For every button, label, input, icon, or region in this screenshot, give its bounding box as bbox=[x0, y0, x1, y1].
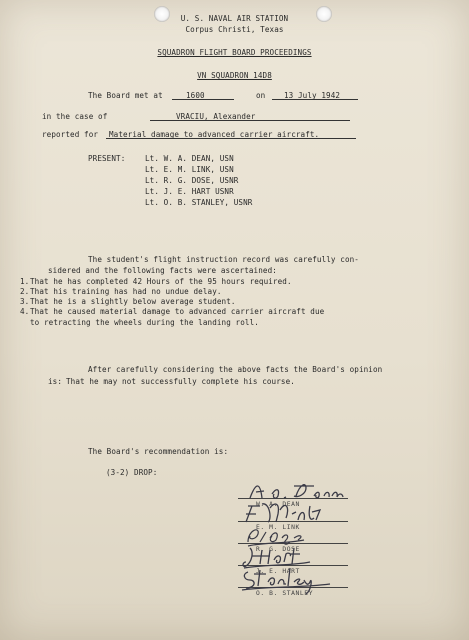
squadron-name: VN SQUADRON 14D8 bbox=[197, 71, 272, 80]
signature-dean-drawing bbox=[244, 478, 354, 502]
meeting-date: 13 July 1942 bbox=[284, 91, 341, 100]
fact-text: That his training has had no undue delay. bbox=[30, 287, 222, 296]
signature-stanley bbox=[240, 566, 350, 596]
time-underline bbox=[172, 99, 234, 100]
met-label: The Board met at bbox=[88, 91, 163, 100]
board-member: Lt. O. B. STANLEY, USNR bbox=[145, 198, 253, 207]
opinion-intro: After carefully considering the above facts the Board's opinion bbox=[88, 365, 383, 374]
on-label: on bbox=[256, 91, 266, 100]
findings-intro: The student's flight instruction record was carefully con- bbox=[88, 255, 359, 264]
signer-name: J. E. HART bbox=[256, 568, 300, 575]
opinion-is-label: is: bbox=[48, 377, 63, 386]
station-name: U. S. NAVAL AIR STATION bbox=[180, 14, 289, 23]
fact-number: 2. bbox=[20, 287, 30, 296]
findings-intro: sidered and the following facts were ascertained: bbox=[48, 266, 277, 275]
board-member: Lt. W. A. DEAN, USN bbox=[145, 154, 234, 163]
present-label: PRESENT: bbox=[88, 154, 126, 163]
reason-underline bbox=[106, 138, 356, 139]
student-name: VRACIU, Alexander bbox=[176, 112, 256, 121]
document-title: SQUADRON FLIGHT BOARD PROCEEDINGS bbox=[157, 48, 312, 57]
fact-text-continued: to retracting the wheels during the landing roll. bbox=[30, 318, 259, 327]
signer-name: E. M. LINK bbox=[256, 524, 300, 531]
signer-name: W. A. DEAN bbox=[256, 501, 300, 508]
fact-text: That he is a slightly below average student. bbox=[30, 297, 236, 306]
signer-name: R. G. DOSE bbox=[256, 546, 300, 553]
signer-name: O. B. STANLEY bbox=[256, 590, 314, 597]
board-member: Lt. J. E. HART USNR bbox=[145, 187, 234, 196]
case-label: in the case of bbox=[42, 112, 108, 121]
signature-link-drawing bbox=[240, 500, 350, 526]
board-member: Lt. R. G. DOSE, USNR bbox=[145, 176, 239, 185]
meeting-time: 1600 bbox=[186, 91, 205, 100]
fact-text: That he caused material damage to advanced carrier aircraft due bbox=[30, 307, 325, 316]
reported-label: reported for bbox=[42, 130, 99, 139]
board-member: Lt. E. M. LINK, USN bbox=[145, 165, 234, 174]
signature-stanley-drawing bbox=[240, 566, 350, 592]
recommendation-vote: (3-2) DROP: bbox=[106, 468, 158, 477]
fact-number: 4. bbox=[20, 307, 30, 316]
fact-number: 3. bbox=[20, 297, 30, 306]
fact-number: 1. bbox=[20, 277, 30, 286]
student-underline bbox=[150, 120, 350, 121]
fact-text: That he has completed 42 Hours of the 95 hours required. bbox=[30, 277, 292, 286]
report-reason: Material damage to advanced carrier aircraft. bbox=[109, 130, 320, 139]
station-location: Corpus Christi, Texas bbox=[185, 25, 284, 34]
recommendation-label: The Board's recommendation is: bbox=[88, 447, 229, 456]
date-underline bbox=[272, 99, 358, 100]
opinion-text: That he may not successfully complete his course. bbox=[66, 377, 295, 386]
